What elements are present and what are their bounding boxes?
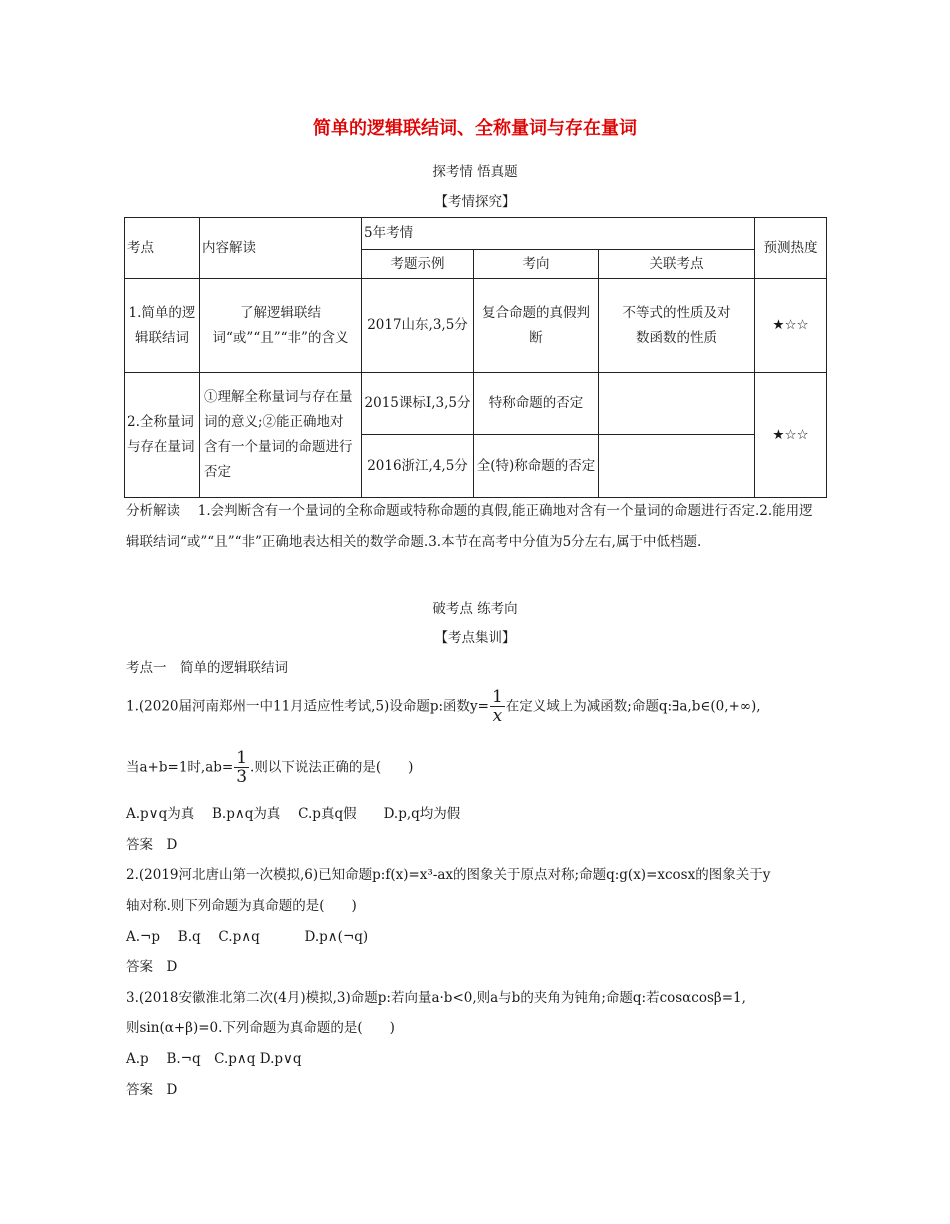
cell-r1-kaodian: 1.简单的逻辑联结词 [125, 279, 200, 373]
header-neirong: 内容解读 [200, 218, 362, 279]
question-1-line-1 [126, 689, 761, 725]
page-title: 简单的逻辑联结词、全称量词与存在量词 [313, 118, 637, 139]
header-kaodian: 考点 [125, 218, 200, 279]
cell-r2a-kaoxiang: 特称命题的否定 [474, 373, 599, 435]
q1-text-part4: .则以下说法正确的是( ) [250, 759, 414, 776]
fraction-denominator: 3 [236, 767, 248, 787]
fraction-1-over-3 [234, 750, 249, 786]
cell-r2-yuce: ★☆☆ [755, 373, 827, 498]
question-2-options: A.¬p B.q C.p∧q D.p∧(¬q) [126, 929, 369, 945]
cell-r2b-guanlian [599, 435, 755, 498]
header-guanlian: 关联考点 [599, 250, 755, 279]
cell-r1-shili: 2017山东,3,5分 [362, 279, 474, 373]
table-row [125, 279, 827, 373]
q1-text-part1: 1.(2020届河南郑州一中11月适应性考试,5)设命题p:函数y= [126, 698, 489, 715]
question-3-answer: 答案 D [126, 1082, 178, 1098]
kaodian-heading: 考点一 简单的逻辑联结词 [126, 660, 288, 676]
analysis-paragraph: 分析解读 1.会判断含有一个量词的全称命题或特称命题的真假,能正确地对含有一个量词的命题进行否定.2.能用逻辑联结词“或”“且”“非”正确地表达相关的数学命题.3.本节在高考中分值为5分左右,属于中低档题. [126, 503, 813, 550]
question-1-options: A.p∨q为真 B.p∧q为真 C.p真q假 D.p,q均为假 [126, 806, 461, 822]
question-3-options: A.p B.¬q C.p∧q D.p∨q [126, 1051, 302, 1067]
fraction-denominator: x [492, 706, 503, 726]
question-3-line-2: 则sin(α+β)=0.下列命题为真命题的是( ) [126, 1020, 395, 1036]
header-wunian: 5年考情 [362, 218, 755, 250]
section-heading-tankaoqing: 探考情 悟真题 [432, 164, 518, 180]
cell-r2a-guanlian [599, 373, 755, 435]
q1-text-part2: 在定义域上为减函数;命题q:∃a,b∈(0,+∞), [505, 698, 761, 715]
table-header-row [125, 218, 827, 250]
question-2-answer: 答案 D [126, 959, 178, 975]
section-subheading-jixun: 【考点集训】 [434, 630, 516, 646]
table-row [125, 373, 827, 435]
question-2-line-2: 轴对称.则下列命题为真命题的是( ) [126, 898, 357, 914]
question-2-line-1: 2.(2019河北唐山第一次模拟,6)已知命题p:f(x)=x³-ax的图象关于原点对称;命题q:g(x)=xcosx的图象关于y [126, 867, 771, 883]
cell-r2b-kaoxiang: 全(特)称命题的否定 [474, 435, 599, 498]
cell-r2-kaodian: 2.全称量词与存在量词 [125, 373, 200, 498]
header-yuce: 预测热度 [755, 218, 827, 279]
exam-analysis-table [124, 217, 827, 498]
cell-r2a-shili: 2015课标Ⅰ,3,5分 [362, 373, 474, 435]
question-3-line-1: 3.(2018安徽淮北第二次(4月)模拟,3)命题p:若向量a·b<0,则a与b的夹角为钝角;命题q:若cosαcosβ=1, [126, 990, 746, 1006]
fraction-1-over-x [490, 689, 505, 725]
fraction-numerator: 1 [491, 687, 503, 707]
section-subheading-kaoqing: 【考情探究】 [434, 194, 516, 210]
cell-r1-guanlian: 不等式的性质及对数函数的性质 [599, 279, 755, 373]
section-heading-pokaodian: 破考点 练考向 [432, 601, 518, 617]
header-kaoxiang: 考向 [474, 250, 599, 279]
cell-r2b-shili: 2016浙江,4,5分 [362, 435, 474, 498]
question-1-line-2 [126, 750, 413, 786]
question-1-answer: 答案 D [126, 837, 178, 853]
header-shili: 考题示例 [362, 250, 474, 279]
fraction-numerator: 1 [236, 748, 248, 768]
q1-text-part3: 当a+b=1时,ab= [126, 759, 234, 776]
cell-r1-kaoxiang: 复合命题的真假判断 [474, 279, 599, 373]
cell-r2-neirong: ①理解全称量词与存在量词的意义;②能正确地对含有一个量词的命题进行否定 [200, 373, 362, 498]
cell-r1-yuce: ★☆☆ [755, 279, 827, 373]
cell-r1-neirong: 了解逻辑联结词“或”“且”“非”的含义 [200, 279, 362, 373]
